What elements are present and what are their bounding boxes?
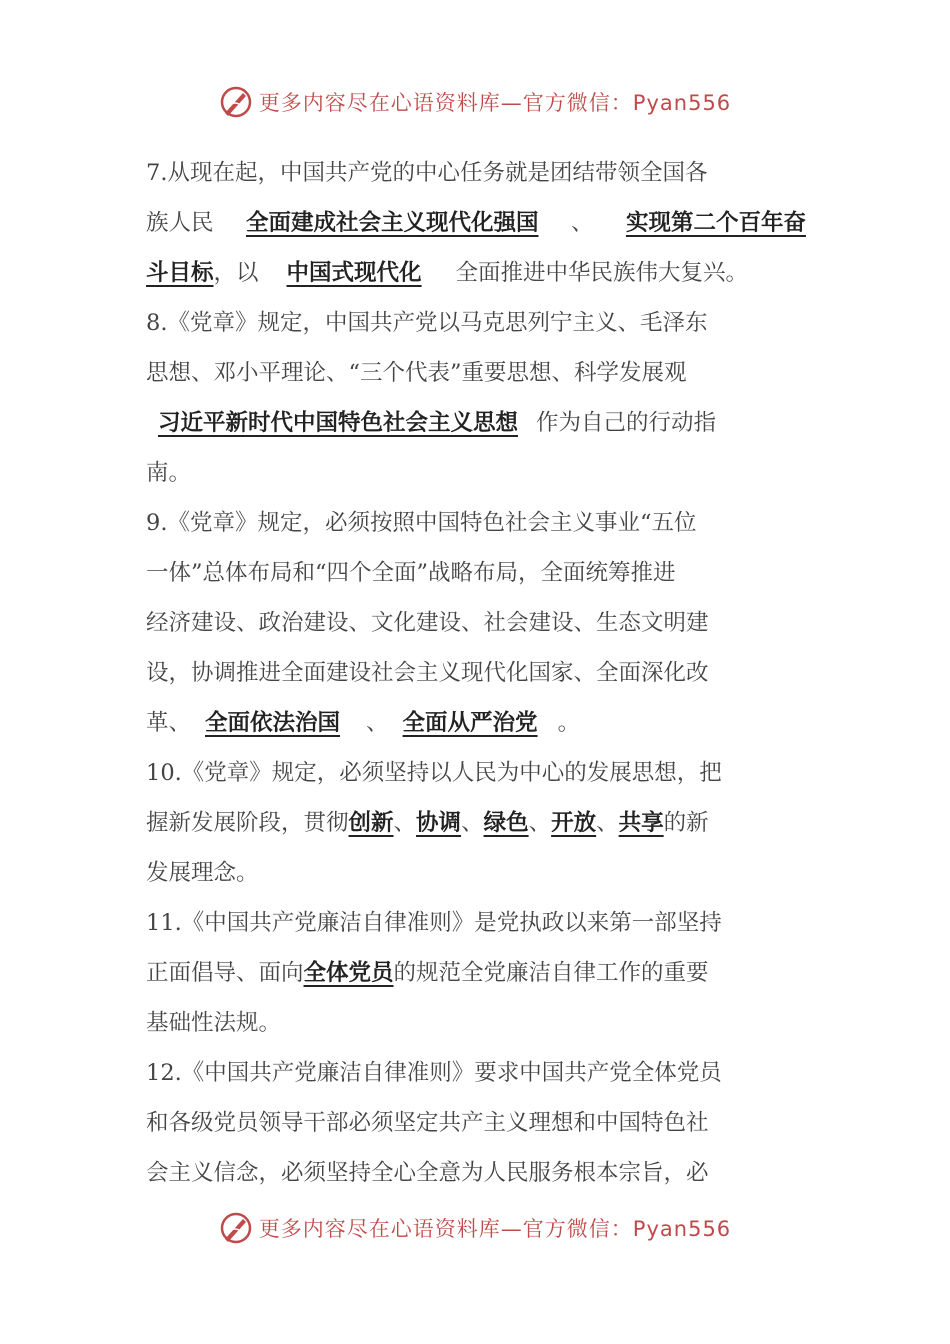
p11-text: 基础性法规。	[146, 1010, 282, 1036]
answer-blank: 全体党员	[303, 960, 394, 986]
header-watermark	[0, 82, 950, 122]
p10-text: 10.《党章》规定，必须坚持以人民为中心的发展思想，把	[146, 760, 722, 786]
p7-text: ，以	[213, 260, 259, 286]
answer-blank: 协调	[416, 810, 462, 836]
p12-line-2	[146, 1098, 806, 1148]
pen-logo-icon	[219, 1211, 253, 1245]
p8-line-4	[146, 448, 806, 498]
p11-line-1	[146, 898, 806, 948]
p10-line-2	[146, 798, 806, 848]
p9-line-2	[146, 548, 806, 598]
p10-text: 握新发展阶段，贯彻	[146, 810, 349, 836]
p12-text: 会主义信念，必须坚持全心全意为人民服务根本宗旨，必	[146, 1160, 709, 1186]
p7-text: 族人民	[146, 210, 214, 236]
p9-line-1	[146, 498, 806, 548]
p10-text: 、	[393, 810, 417, 836]
p11-text: 11.《中国共产党廉洁自律准则》是党执政以来第一部坚持	[146, 910, 722, 936]
p8-text: 作为自己的行动指	[536, 410, 717, 436]
watermark-text: 更多内容尽在心语资料库—官方微信：Pyan556	[258, 91, 732, 115]
p9-line-4	[146, 648, 806, 698]
p7-line-3	[146, 248, 806, 298]
answer-blank: 共享	[618, 810, 664, 836]
answer-blank: 中国式现代化	[286, 260, 422, 286]
p11-text: 正面倡导、面向	[146, 960, 304, 986]
p7-text: 全面推进中华民族伟大复兴。	[455, 260, 749, 286]
p9-text: 经济建设、政治建设、文化建设、社会建设、生态文明建	[146, 610, 709, 636]
p7-line-1	[146, 148, 806, 198]
p9-text: 9.《党章》规定，必须按照中国特色社会主义事业“五位	[146, 510, 697, 536]
p9-text: 革、	[146, 710, 192, 736]
footer-watermark	[0, 1208, 950, 1248]
p9-text: 。	[557, 710, 581, 736]
answer-blank: 全面依法治国	[205, 710, 341, 736]
p8-line-1	[146, 298, 806, 348]
p9-line-5	[146, 698, 806, 748]
p10-line-1	[146, 748, 806, 798]
answer-blank: 创新	[348, 810, 394, 836]
answer-blank: 绿色	[483, 810, 529, 836]
answer-blank: 习近平新时代中国特色社会主义思想	[158, 410, 519, 436]
p12-text: 和各级党员领导干部必须坚定共产主义理想和中国特色社	[146, 1110, 709, 1136]
answer-blank: 斗目标	[146, 260, 214, 286]
p9-text: 一体”总体布局和“四个全面”战略布局，全面统筹推进	[146, 560, 676, 586]
p8-text: 思想、邓小平理论、“三个代表”重要思想、科学发展观	[146, 360, 687, 386]
p10-line-3	[146, 848, 806, 898]
p8-text: 8.《党章》规定，中国共产党以马克思列宁主义、毛泽东	[146, 310, 708, 336]
p9-line-3	[146, 598, 806, 648]
p7-text: 、	[570, 210, 594, 236]
answer-blank: 全面从严治党	[402, 710, 538, 736]
p9-text: 、	[366, 710, 389, 736]
p11-text: 的规范全党廉洁自律工作的重要	[393, 960, 709, 986]
pen-logo-icon	[219, 85, 253, 119]
document-body	[146, 148, 806, 1198]
p8-text: 南。	[146, 460, 192, 486]
watermark-text: 更多内容尽在心语资料库—官方微信：Pyan556	[258, 1217, 732, 1241]
p10-text: 的新	[663, 810, 709, 836]
p8-line-3	[146, 398, 806, 448]
p12-text: 12.《中国共产党廉洁自律准则》要求中国共产党全体党员	[146, 1060, 722, 1086]
answer-blank: 开放	[551, 810, 597, 836]
p7-text: 7.从现在起，中国共产党的中心任务就是团结带领全国各	[146, 160, 708, 186]
p7-line-2	[146, 198, 806, 248]
p10-text: 、	[596, 810, 619, 836]
p8-line-2	[146, 348, 806, 398]
p12-line-1	[146, 1048, 806, 1098]
p10-text: 、	[528, 810, 552, 836]
p12-line-3	[146, 1148, 806, 1198]
p10-text: 、	[461, 810, 484, 836]
answer-blank: 实现第二个百年奋	[625, 210, 806, 236]
p11-line-2	[146, 948, 806, 998]
answer-blank: 全面建成社会主义现代化强国	[245, 210, 539, 236]
p11-line-3	[146, 998, 806, 1048]
p10-text: 发展理念。	[146, 860, 259, 886]
p9-text: 设，协调推进全面建设社会主义现代化国家、全面深化改	[146, 660, 709, 686]
